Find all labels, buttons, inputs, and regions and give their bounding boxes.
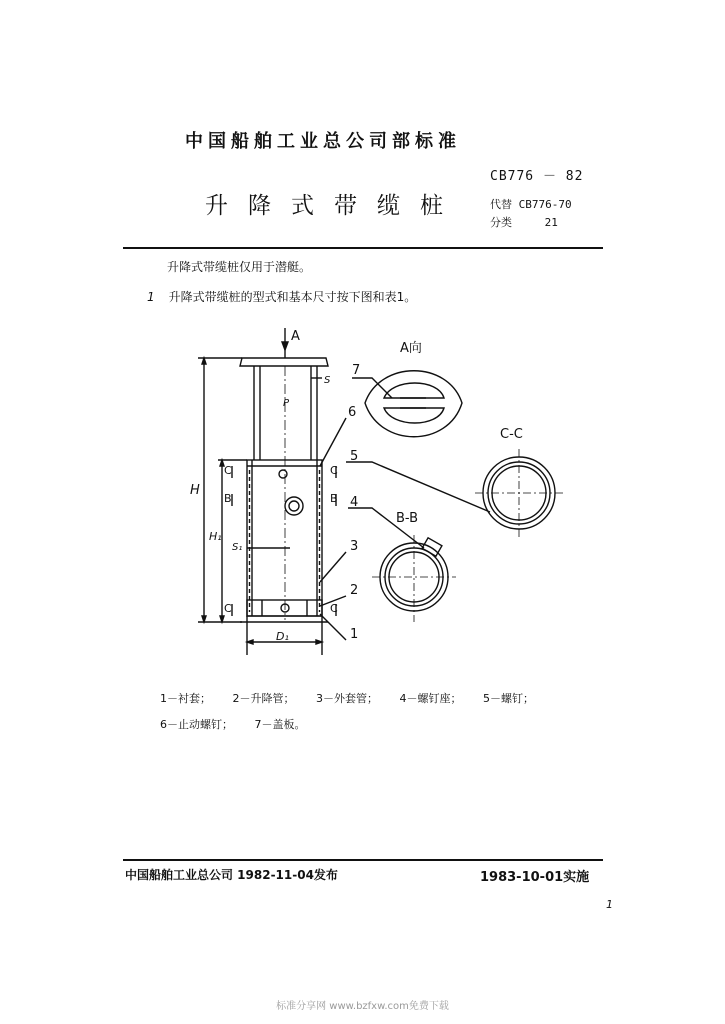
issuing-organization: 中国船舶工业总公司部标准: [185, 131, 461, 152]
standard-code: CB776 － 82: [490, 169, 584, 184]
legend-item-3: 3－外套管；: [316, 692, 378, 705]
cut-b-right: B: [330, 492, 338, 505]
replaces-code: CB776-70: [518, 198, 572, 211]
dim-s1: S₁: [232, 542, 243, 553]
legend-item-2: 2－升降管；: [232, 692, 295, 705]
section-bb-label: B-B: [396, 511, 419, 526]
implementation-date: 1983-10-01实施: [480, 870, 590, 885]
callout-7: 7: [352, 363, 361, 378]
legend-item-7: 7－盖板。: [254, 718, 306, 731]
replaces-label: 代替: [490, 198, 512, 211]
clause-number: 1: [147, 290, 155, 304]
watermark: 标准分享网 www.bzfxw.com免费下载: [276, 1001, 449, 1012]
classification-label: 分类: [490, 216, 512, 229]
cut-b-left: B: [224, 492, 232, 505]
callout-1: 1: [350, 627, 359, 642]
cut-c-right-bottom: C: [330, 602, 338, 615]
arrow-a-label: A: [291, 329, 300, 344]
dim-h: H: [190, 483, 200, 498]
clause-text: 升降式带缆桩的型式和基本尺寸按下图和表1。: [168, 290, 417, 304]
legend-item-5: 5－螺钉；: [483, 692, 534, 705]
view-a-label: A向: [400, 341, 422, 356]
legend-item-6: 6－止动螺钉；: [160, 718, 233, 731]
cut-c-right-top: C: [330, 464, 338, 477]
callout-4: 4: [350, 495, 359, 510]
dim-h1: H₁: [209, 530, 222, 543]
callout-6: 6: [348, 405, 357, 420]
classification-value: 21: [544, 216, 558, 229]
cut-c-left-top: C: [224, 464, 232, 477]
callout-2: 2: [350, 583, 359, 598]
dim-s: S: [324, 375, 331, 386]
legend-line-1: [160, 690, 552, 706]
cut-c-left-bottom: C: [224, 602, 232, 615]
section-cc-label: C-C: [500, 427, 523, 442]
legend-item-4: 4－螺钉座；: [399, 692, 462, 705]
intro-paragraph: 升降式带缆桩仅用于潜艇。: [167, 260, 312, 274]
dim-d1: D₁: [276, 630, 289, 643]
legend-line-2: [160, 716, 324, 732]
issued-date: 中国船舶工业总公司 1982-11-04发布: [125, 868, 338, 882]
callout-5: 5: [350, 449, 359, 464]
page-title: 升降式带缆桩: [205, 193, 463, 219]
callout-3: 3: [350, 539, 359, 554]
footer-divider: [123, 859, 603, 861]
dim-p: P: [283, 398, 290, 409]
page-number: 1: [606, 898, 613, 911]
legend-item-1: 1－衬套；: [160, 692, 211, 705]
